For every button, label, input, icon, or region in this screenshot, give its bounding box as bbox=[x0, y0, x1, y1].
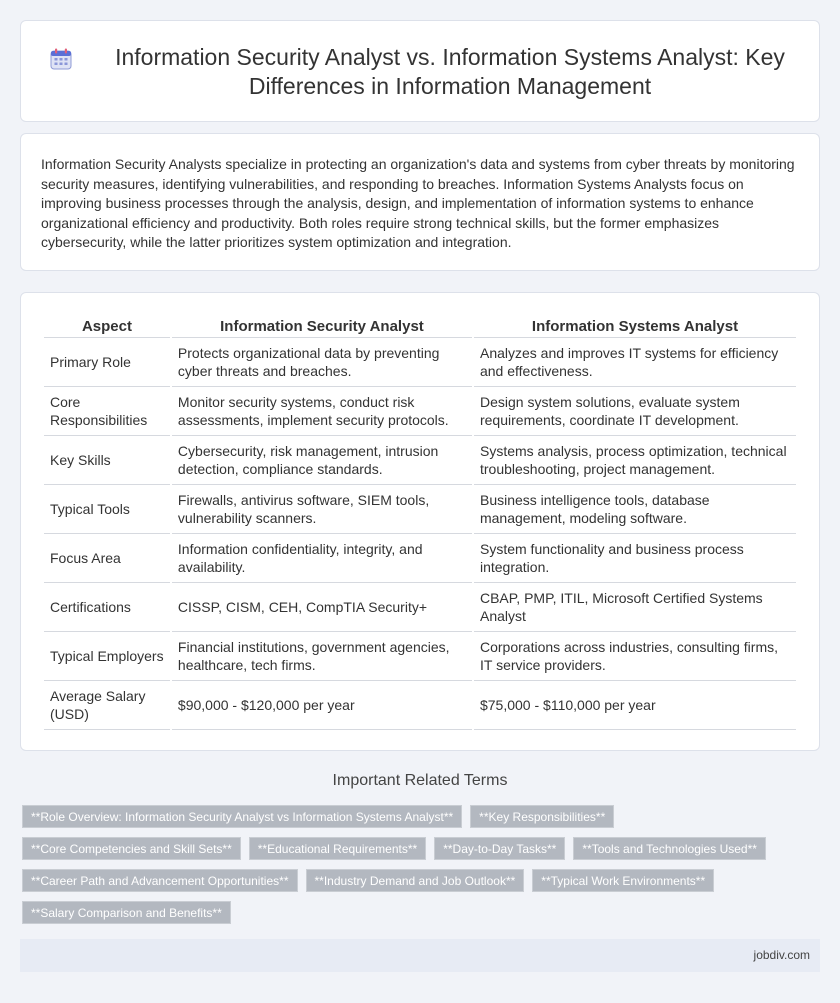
table-row bbox=[44, 681, 796, 730]
related-term-tag[interactable]: **Industry Demand and Job Outlook** bbox=[306, 869, 525, 892]
aspect-cell: Core Responsibilities bbox=[44, 387, 170, 436]
aspect-cell: Average Salary (USD) bbox=[44, 681, 170, 730]
related-term-tag[interactable]: **Educational Requirements** bbox=[249, 837, 426, 860]
column-header-security-analyst: Information Security Analyst bbox=[172, 317, 472, 338]
security-analyst-cell: Information confidentiality, integrity, and availability. bbox=[172, 534, 472, 583]
aspect-cell: Focus Area bbox=[44, 534, 170, 583]
related-term-tag[interactable]: **Core Competencies and Skill Sets** bbox=[22, 837, 241, 860]
systems-analyst-cell: System functionality and business process integration. bbox=[474, 534, 796, 583]
security-analyst-cell: Firewalls, antivirus software, SIEM tools, vulnerability scanners. bbox=[172, 485, 472, 534]
page-title: Information Security Analyst vs. Information Systems Analyst: Key Differences in Information Management bbox=[115, 44, 785, 99]
related-term-tag[interactable]: **Day-to-Day Tasks** bbox=[434, 837, 565, 860]
security-analyst-cell: Monitor security systems, conduct risk assessments, implement security protocols. bbox=[172, 387, 472, 436]
column-header-aspect: Aspect bbox=[44, 317, 170, 338]
aspect-cell: Certifications bbox=[44, 583, 170, 632]
aspect-cell: Typical Tools bbox=[44, 485, 170, 534]
security-analyst-cell: Financial institutions, government agencies, healthcare, tech firms. bbox=[172, 632, 472, 681]
intro-card bbox=[20, 133, 820, 271]
security-analyst-cell: Cybersecurity, risk management, intrusion detection, compliance standards. bbox=[172, 436, 472, 485]
systems-analyst-cell: Business intelligence tools, database management, modeling software. bbox=[474, 485, 796, 534]
related-term-tag[interactable]: **Typical Work Environments** bbox=[532, 869, 714, 892]
table-row bbox=[44, 436, 796, 485]
comparison-table-card bbox=[20, 292, 820, 751]
systems-analyst-cell: Analyzes and improves IT systems for efficiency and effectiveness. bbox=[474, 338, 796, 387]
security-analyst-cell: $90,000 - $120,000 per year bbox=[172, 681, 472, 730]
table-row bbox=[44, 632, 796, 681]
table-row bbox=[44, 485, 796, 534]
table-row bbox=[44, 583, 796, 632]
table-row bbox=[44, 387, 796, 436]
related-term-tag[interactable]: **Salary Comparison and Benefits** bbox=[22, 901, 231, 924]
related-terms-heading: Important Related Terms bbox=[332, 772, 508, 789]
column-header-systems-analyst: Information Systems Analyst bbox=[474, 317, 796, 338]
table-header-row bbox=[44, 317, 796, 338]
header-card bbox=[20, 20, 820, 122]
table-row bbox=[44, 534, 796, 583]
systems-analyst-cell: Systems analysis, process optimization, technical troubleshooting, project management. bbox=[474, 436, 796, 485]
related-term-tag[interactable]: **Role Overview: Information Security Analyst vs Information Systems Analyst** bbox=[22, 805, 462, 828]
comparison-table bbox=[42, 317, 798, 730]
systems-analyst-cell: Corporations across industries, consulting firms, IT service providers. bbox=[474, 632, 796, 681]
aspect-cell: Typical Employers bbox=[44, 632, 170, 681]
related-terms-list bbox=[22, 805, 812, 924]
systems-analyst-cell: CBAP, PMP, ITIL, Microsoft Certified Systems Analyst bbox=[474, 583, 796, 632]
aspect-cell: Primary Role bbox=[44, 338, 170, 387]
aspect-cell: Key Skills bbox=[44, 436, 170, 485]
security-analyst-cell: CISSP, CISM, CEH, CompTIA Security+ bbox=[172, 583, 472, 632]
systems-analyst-cell: $75,000 - $110,000 per year bbox=[474, 681, 796, 730]
security-analyst-cell: Protects organizational data by preventing cyber threats and breaches. bbox=[172, 338, 472, 387]
footer-site-link[interactable]: jobdiv.com bbox=[753, 948, 810, 962]
related-term-tag[interactable]: **Tools and Technologies Used** bbox=[573, 837, 766, 860]
footer bbox=[20, 939, 820, 972]
table-row bbox=[44, 338, 796, 387]
related-term-tag[interactable]: **Career Path and Advancement Opportunities** bbox=[22, 869, 298, 892]
systems-analyst-cell: Design system solutions, evaluate system requirements, coordinate IT development. bbox=[474, 387, 796, 436]
related-term-tag[interactable]: **Key Responsibilities** bbox=[470, 805, 614, 828]
intro-paragraph: Information Security Analysts specialize in protecting an organization's data and systems from cyber threats by monitoring security measures, identifying vulnerabilities, and responding to breaches. Information Systems Analysts focus on improving business processes through the analysis, design, and implementation of information systems to enhance organizational efficiency and productivity. Both roles require strong technical skills, but the former emphasizes cybersecurity, while the latter prioritizes system optimization and integration. bbox=[41, 156, 795, 250]
